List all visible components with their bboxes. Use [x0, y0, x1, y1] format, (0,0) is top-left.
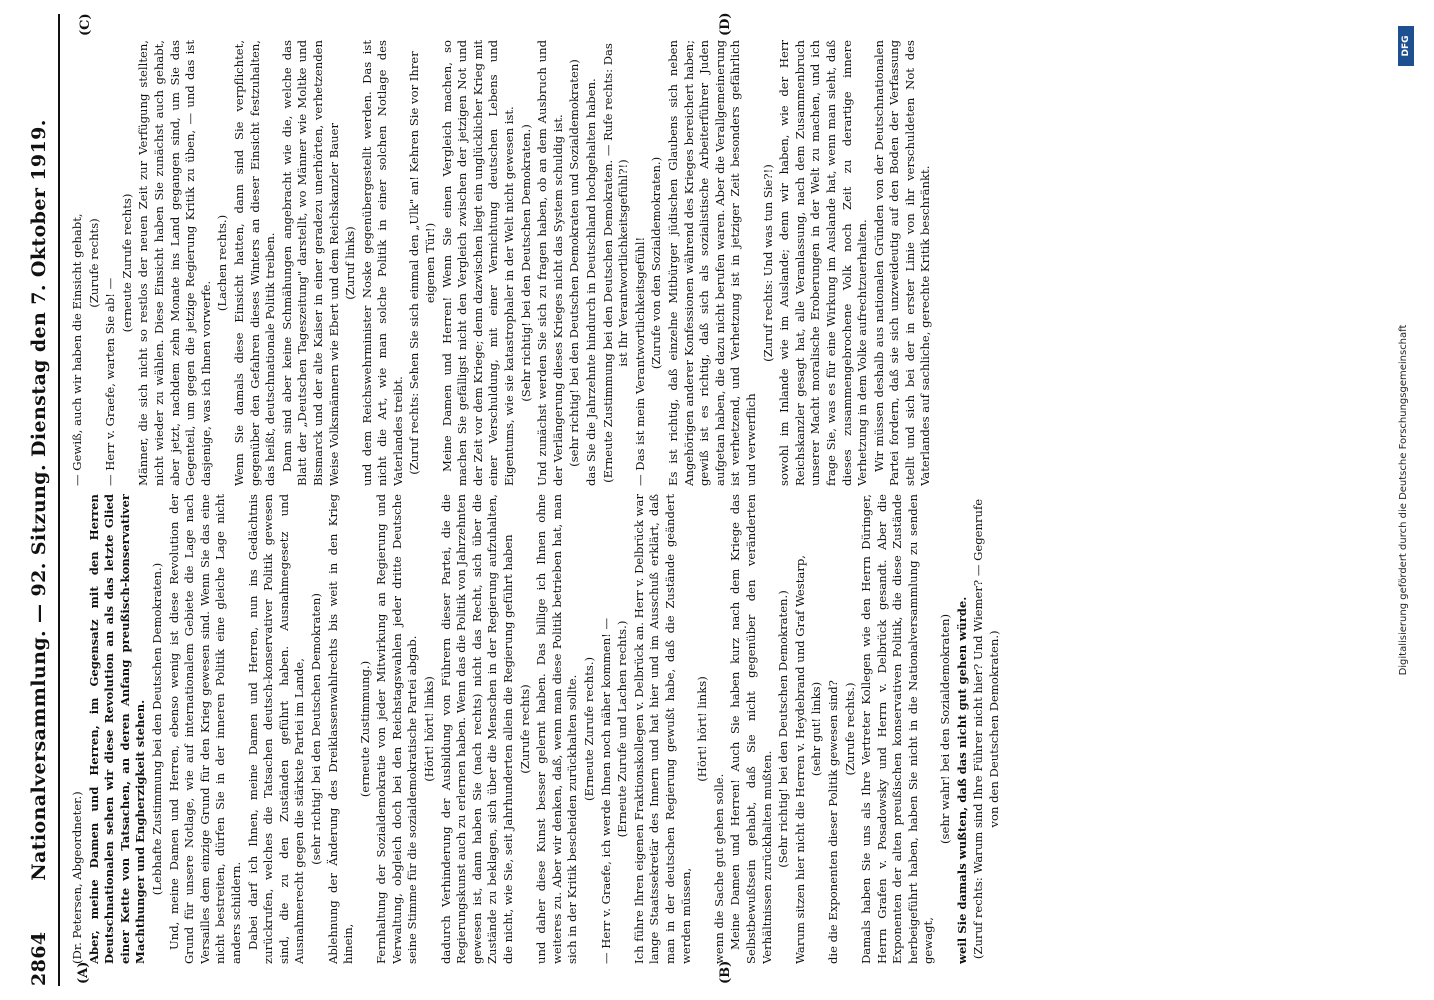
paragraph: (Zuruf links)	[343, 226, 358, 300]
paragraph: — Herr v. Graefe, warten Sie ab! —	[103, 277, 118, 486]
paragraph: Aber, meine Damen und Herren, im Gegensatz mit den Herren Deutschnationalen sehen wir diese Revolution an als das letzte Glied einer Kette von Tatsachen, an deren Anfang preußisch-konservativer Machthunger und Engherzigkeit stehen.	[86, 494, 148, 964]
paragraph: Männer, die sich nicht so restlos der neuen Zeit zur Verfügung stellten, nicht wieder zu wählen. Diese Einsicht haben Sie zunächst auch gehabt, aber jetzt, nachdem zehn Monate ins Land gegangen sind, um Sie das Gegenteil, um gegen die jetzige Regierung Kritik zu üben, — und das ist dasjenige, was ich Ihnen vorwerfe.	[136, 40, 213, 486]
paragraph: (Erneute Zustimmung bei den Deutschen Demokraten. — Rufe rechts: Das ist Ihr Verantwortlichkeitsgefühl?!)	[600, 43, 631, 483]
paragraph: (Zurufe rechts.)	[842, 682, 857, 776]
paragraph: (sehr richtig! bei den Deutschen Demokraten und Sozialdemokraten)	[567, 59, 582, 467]
paragraph: Meine Damen und Herren! Wenn Sie einen Vergleich machen, so machen Sie gefälligst nicht den Vergleich zwischen der jetzigen Not und der Zeit vor dem Kriege; denn dazwischen liegt ein unglücklicher Krieg mit einer Verschuldung, mit einer Vernichtung deutschen Lebens und Eigentums, wie sie katastrophaler in der Welt nicht gewesen ist.	[439, 40, 517, 486]
paragraph: Damals haben Sie uns als Ihre Vertreter Kollegen wie den Herrn Düringer, Herrn Grafen v. Posadowsky und Herrn v. Delbrück gesandt. Aber die Exponenten der alten preußischen konservativen Politik, die diese Zustände herbeigeführt haben, haben Sie nicht in die Nationalversammlung zu senden gewagt,	[859, 494, 936, 964]
margin-marker-b: (B)	[718, 960, 733, 984]
dfg-logo: DFG	[1398, 26, 1414, 66]
paragraph: (Zuruf rechts: Warum sind Ihre Führer nicht hier? Und Wiemer? — Gegenrufe von den Deutschen Demokraten.)	[971, 498, 1001, 960]
paragraph: Fernhaltung der Sozialdemokratie von jeder Mitwirkung an Regierung und Verwaltung, obgleich doch bei den Reichstagswahlen jeder dritte Deutsche seine Stimme für die sozialdemokratische Partei abgab.	[374, 494, 420, 964]
paragraph: (sehr richtig! bei den Deutschen Demokraten)	[308, 593, 323, 865]
paragraph: (sehr gut! links)	[809, 681, 824, 777]
paragraph: Ablehnung der Änderung des Dreiklassenwahlrechts bis weit in den Krieg hinein,	[325, 494, 356, 964]
paragraph: Und zunächst werden Sie sich zu fragen haben, ob an dem Ausbruch und der Verlängerung dieses Krieges nicht das System schuldig ist.	[535, 40, 565, 486]
paragraph: Ich führe Ihren eigenen Fraktionskollegen v. Delbrück an. Herr v. Delbrück war lange Staatssekretär des Innern und hat hier und im Ausschuß erklärt, daß man in der deutschen Regierung gewußt habe, daß die Zustände geändert werden müssen,	[631, 494, 693, 964]
paragraph: Wir müssen deshalb aus nationalen Gründen von der Deutschnationalen Partei fordern, daß sie sich unzweideutig auf den Boden der Verfassung stellt und sich bei der in erster Linie von ihr verschuldeten Not des Vaterlandes auf sachliche, gerechte Kritik beschränkt.	[871, 40, 933, 486]
paragraph: (sehr wahr! bei den Sozialdemokraten)	[938, 614, 953, 844]
paragraph: wenn die Sache gut gehen solle.	[711, 773, 726, 964]
margin-marker-c: (C)	[78, 13, 93, 36]
page-sheet	[18, 14, 1378, 986]
paragraph: (Zurufe rechts)	[86, 218, 101, 308]
left-column	[70, 494, 1370, 964]
margin-marker-d: (D)	[718, 12, 733, 36]
paragraph: (Hört! hört! links)	[422, 676, 437, 782]
paragraph: weil Sie damals wußten, daß das nicht gut gehen würde.	[954, 596, 969, 964]
paragraph: (Zurufe von den Sozialdemokraten.)	[649, 156, 664, 370]
paragraph: Und, meine Damen und Herren, ebenso wenig ist diese Revolution der Grund für unsere Notlage, wie auf internationalem Gebiete die Lage nach Versailles dem einzige Grund für den Krieg gewesen sind. Wenn Sie das eine nicht bestreiten, dürfen Sie in der inneren Politik eine gleiche Lage nicht anders schildern.	[166, 494, 243, 964]
header-title: Nationalversammlung. — 92. Sitzung. Dienstag den 7. Oktober 1919.	[28, 119, 50, 881]
paragraph: (Erneute Zurufe und Lachen rechts.)	[615, 620, 630, 838]
paragraph: (Lebhafte Zustimmung bei den Deutschen Demokraten.)	[149, 562, 164, 896]
paragraph: (Hört! hört! links)	[695, 676, 710, 782]
paragraph: (Sehr richtig! bei den Deutschen Demokraten.)	[518, 124, 533, 402]
paragraph: (erneute Zustimmung.)	[357, 660, 372, 798]
paragraph: (Dr. Petersen, Abgeordneter.)	[70, 791, 84, 964]
paragraph: (Erneute Zurufe rechts.)	[582, 656, 596, 802]
right-column	[70, 40, 1370, 486]
page-number: 2864	[28, 931, 50, 986]
paragraph: und dem Reichswehrminister Noske gegenübergestellt werden. Das ist nicht die Art, wie man solche Politik in einer solchen Notlage des Vaterlandes treibt.	[359, 40, 405, 486]
margin-marker-a: (A)	[76, 961, 91, 984]
paragraph: die die Exponenten dieser Politik gewesen sind?	[825, 680, 840, 964]
paragraph: Wenn Sie damals diese Einsicht hatten, dann sind Sie verpflichtet, gegenüber den Gefahren dieses Winters an dieser Einsicht festzuhalten, das heißt, deutschnationale Politik treiben.	[231, 40, 278, 486]
paragraph: (Sehr richtig! bei den Deutschen Demokraten.)	[776, 590, 791, 868]
paragraph: dadurch Verhinderung der Ausbildung von Führern dieser Partei, die die Regierungskunst auch zu erlernen haben. Wenn das die Politik von Jahrzehnten gewesen ist, dann haben Sie (nach rechts) nicht das Recht, sich über die Zustände zu beklagen, sich über die Menschen in der Regierung aufzuhalten, die nicht, wie Sie, seit Jahrhunderten allein die Regierung geführt haben	[438, 494, 516, 964]
paragraph: (Zuruf rechts: Sehen Sie sich einmal den „Ulk" an! Kehren Sie vor Ihrer eigenen Tür!)	[407, 51, 438, 475]
paragraph: Dann sind aber keine Schmähungen angebracht wie die, welche das Blatt der „Deutschen Tageszeitung" darstellt, wo Männer wie Moltke und Bismarck und der alte Kaiser in einer geradezu unerhörten, verhetzenden Weise Volksmännern wie Ebert und dem Reichskanzler Bauer	[279, 40, 341, 486]
paragraph: (Lachen rechts.)	[215, 214, 230, 312]
paragraph: Meine Damen und Herren! Auch Sie haben kurz nach dem Kriege das Selbstbewußtsein gehabt, daß Sie nicht gegenüber den veränderten Verhältnissen zurückhalten mußten.	[728, 494, 774, 964]
paragraph: sowohl im Inlande wie im Auslande; denn wir haben, wie der Herr Reichskanzler gesagt hat, alle Veranlassung, nach dem Zusammenbruch unserer Macht moralische Eroberungen in der Welt zu machen, und ich frage Sie, was es für eine Wirkung im Auslande hat, wenn man sieht, daß dieses zusammengebrochene Volk noch Zeit zu derartige innere Verhetzung in dem Volke aufrechtzuerhalten.	[777, 40, 870, 486]
digitization-note: Digitalisierung gefördert durch die Deutsche Forschungsgemeinschaft	[1398, 324, 1409, 676]
paragraph: — Das ist mein Verantwortlichkeitsgefühl!	[632, 236, 647, 486]
paragraph: Warum sitzen hier nicht die Herren v. Heydebrand und Graf Westarp,	[792, 555, 807, 964]
paragraph: das Sie die Jahrzehnte hindurch in Deutschland hochgehalten haben.	[584, 78, 598, 486]
paragraph: (Zurufe rechts)	[517, 684, 532, 774]
paragraph: Es ist richtig, daß einzelne Mitbürger jüdischen Glaubens sich neben Angehörigen anderer Konfessionen während des Krieges bereichert haben; gewiß ist es richtig, daß sich als sozialistische Arbeiterführer Juden aufgetan haben, die dazu nicht berufen waren. Aber die Verallgemeinerung ist verhetzend, und Verhetzung ist in jetziger Zeit besonders gefährlich und verwerflich	[665, 40, 758, 486]
paragraph: (erneute Zurufe rechts)	[119, 193, 134, 333]
running-header	[18, 14, 60, 986]
paragraph: — Herr v. Graefe, ich werde Ihnen noch näher kommen! —	[598, 617, 613, 964]
paragraph: Dabei darf ich Ihnen, meine Damen und Herren, nun ins Gedächtnis zurückrufen, welches die Tatsachen deutsch-konservativer Politik gewesen sind, die zu den Zuständen geführt haben. Ausnahmegesetz und Ausnahmerecht gegen die stärkste Partei im Lande,	[245, 494, 307, 964]
paragraph: (Zuruf rechts: Und was tun Sie?!)	[760, 164, 775, 362]
paragraph: — Gewiß, auch wir haben die Einsicht gehabt,	[70, 213, 84, 486]
paragraph: und daher diese Kunst besser gelernt haben. Das billige ich Ihnen ohne weiteres zu. Aber wir denken, daß, wenn man diese Politik betrieben hat, man sich in der Kritik bescheiden zurückhalten sollte.	[534, 494, 580, 964]
